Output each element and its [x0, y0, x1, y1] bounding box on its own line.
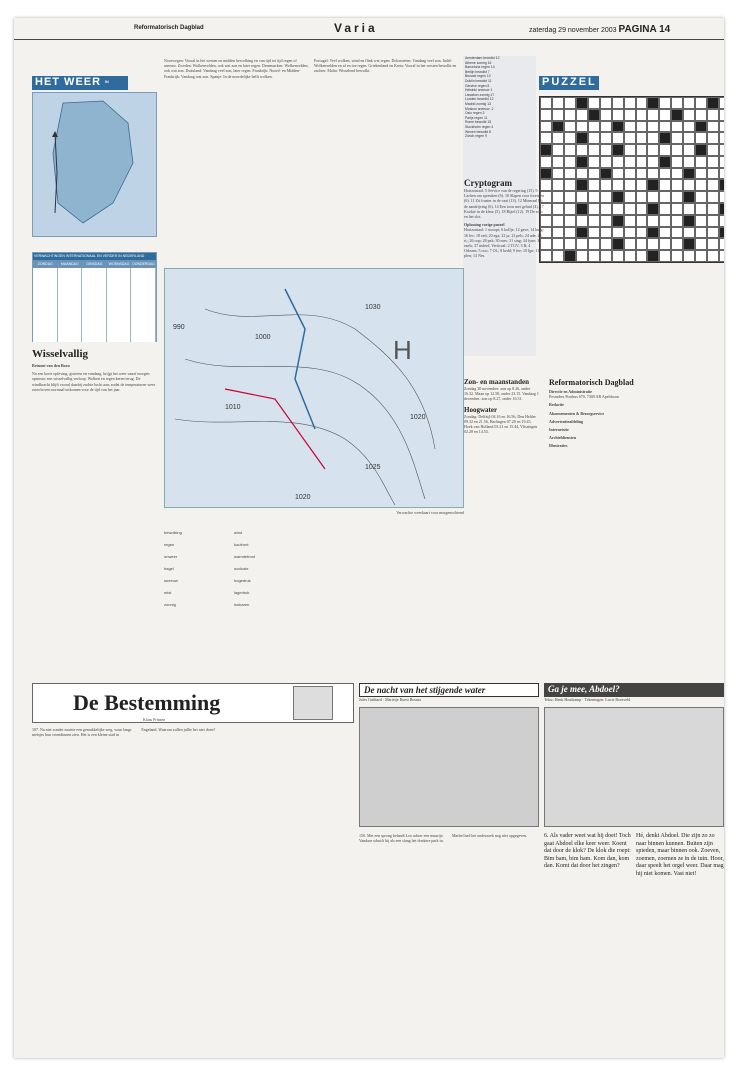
grid-cell[interactable]	[683, 215, 695, 227]
grid-cell[interactable]	[683, 227, 695, 239]
grid-cell[interactable]	[612, 215, 624, 227]
grid-cell[interactable]	[636, 121, 648, 133]
day-label: WOENSDAG	[108, 262, 130, 266]
grid-cell[interactable]	[552, 144, 564, 156]
grid-cell[interactable]	[707, 97, 719, 109]
grid-cell[interactable]	[564, 109, 576, 121]
grid-cell[interactable]	[636, 179, 648, 191]
svg-text:H: H	[393, 335, 412, 365]
grid-cell[interactable]	[612, 238, 624, 250]
grid-cell[interactable]	[564, 227, 576, 239]
weather-article	[32, 348, 157, 648]
date-page: zaterdag 29 november 2003 PAGINA 14	[529, 24, 671, 35]
grid-cell[interactable]	[552, 238, 564, 250]
grid-cell[interactable]	[659, 238, 671, 250]
grid-cell[interactable]	[695, 203, 707, 215]
grid-cell[interactable]	[647, 156, 659, 168]
poem-left: 6. Als vader weet wat hij doet! Toch gaat Abdoel elke keer weer. Koent dat door de klok? De klok die roept: Bim bam, bim bam. Kom dan, kom dan. Komt dat door het zingen?	[544, 833, 631, 869]
grid-cell[interactable]	[683, 191, 695, 203]
grid-cell[interactable]	[624, 97, 636, 109]
crossword-grid[interactable]	[539, 96, 724, 263]
grid-cell[interactable]	[564, 250, 576, 262]
grid-cell[interactable]	[671, 121, 683, 133]
grid-cell[interactable]	[576, 97, 588, 109]
grid-cell[interactable]	[576, 191, 588, 203]
grid-cell[interactable]	[671, 109, 683, 121]
grid-cell[interactable]	[695, 109, 707, 121]
pressure-label: 1025	[365, 464, 381, 471]
grid-cell[interactable]	[659, 203, 671, 215]
grid-cell[interactable]	[624, 144, 636, 156]
grid-cell[interactable]	[612, 97, 624, 109]
grid-cell[interactable]	[564, 179, 576, 191]
grid-cell[interactable]	[588, 156, 600, 168]
grid-cell[interactable]	[647, 215, 659, 227]
grid-cell[interactable]	[588, 238, 600, 250]
grid-cell[interactable]	[719, 227, 724, 239]
grid-cell[interactable]	[647, 227, 659, 239]
grid-cell[interactable]	[683, 179, 695, 191]
grid-cell[interactable]	[576, 250, 588, 262]
grid-cell[interactable]	[564, 238, 576, 250]
grid-cell[interactable]	[600, 215, 612, 227]
grid-cell[interactable]	[600, 179, 612, 191]
grid-cell[interactable]	[600, 227, 612, 239]
grid-cell[interactable]	[576, 215, 588, 227]
grid-cell[interactable]	[695, 215, 707, 227]
grid-cell[interactable]	[552, 227, 564, 239]
grid-cell[interactable]	[588, 179, 600, 191]
grid-cell[interactable]	[564, 191, 576, 203]
grid-cell[interactable]	[719, 156, 724, 168]
grid-cell[interactable]	[671, 191, 683, 203]
grid-cell[interactable]	[612, 132, 624, 144]
day-label: DINSDAG	[86, 262, 103, 266]
grid-cell[interactable]	[671, 132, 683, 144]
temperature-table: Amsterdam bewolkt 12 Athene zonnig 16 Barcelona regen 14 Berlijn bewolkt 7 Brussel regen 10 Dublin bewolkt 11 Genève regen 8 Helsinki sneeuw 1 Lissabon zonnig 17 Londen bewolkt 12 Madrid zonnig 13 Moskou sneeuw -2 Oslo regen 3 Parijs regen 11 Rome bewolkt 15 Stockholm regen 4 Wenen bewolkt 8 Zürich regen 9	[463, 56, 536, 356]
grid-cell[interactable]	[576, 227, 588, 239]
grid-cell[interactable]	[600, 203, 612, 215]
grid-cell[interactable]	[695, 238, 707, 250]
grid-cell[interactable]	[552, 121, 564, 133]
grid-cell[interactable]	[707, 121, 719, 133]
grid-cell[interactable]	[540, 97, 552, 109]
grid-cell[interactable]	[552, 97, 564, 109]
grid-cell[interactable]	[624, 191, 636, 203]
grid-cell[interactable]	[719, 109, 724, 121]
grid-cell[interactable]	[552, 132, 564, 144]
grid-cell[interactable]	[588, 250, 600, 262]
panel-title: VERWACHTINGEN INTERNATIONAAL EN VERDER IN NEDERLAND	[33, 253, 156, 260]
grid-cell[interactable]	[719, 168, 724, 180]
grid-cell[interactable]	[671, 97, 683, 109]
grid-cell[interactable]	[600, 191, 612, 203]
grid-cell[interactable]	[600, 144, 612, 156]
grid-cell[interactable]	[636, 97, 648, 109]
poem-right: Hé, denkt Abdoel. Die zijn zo zo naar binnen kunnen. Buiten zijn spieden, maar binnen ook. Zoeven, zoemen, zoemen ze in de tuin. Hoor, daar speelt het orgel weer. Daar mag hij niet komen. Vast niet!	[636, 833, 724, 877]
europe-weather-text-2: Portugal: Veel wolken, wind en flink wat regen. Dolomieten: Vandaag veel zon. Italië: Wolkenvelden en af en toe regen. Griekenland en Kreta: Vooral in het westen bewolkt en zachter. Malta: Wisselend bewolkt.	[314, 58, 457, 74]
colophon: Reformatorisch Dagblad Directie en Administratie Postadres Postbus 670, 7300 AR Apeldoorn Redactie Abonnementen & Bezorgservice Advertentieafdeling Internetsite Archiefdiensten Illustraties	[549, 378, 634, 449]
grid-cell[interactable]	[540, 109, 552, 121]
grid-cell[interactable]	[695, 132, 707, 144]
grid-cell[interactable]	[588, 132, 600, 144]
grid-cell[interactable]	[659, 156, 671, 168]
grid-cell[interactable]	[647, 109, 659, 121]
grid-cell[interactable]	[719, 250, 724, 262]
grid-cell[interactable]	[612, 168, 624, 180]
grid-cell[interactable]	[552, 156, 564, 168]
grid-cell[interactable]	[719, 203, 724, 215]
grid-cell[interactable]	[588, 109, 600, 121]
grid-cell[interactable]	[576, 168, 588, 180]
grid-cell[interactable]	[647, 203, 659, 215]
grid-cell[interactable]	[659, 191, 671, 203]
grid-cell[interactable]	[707, 179, 719, 191]
grid-cell[interactable]	[576, 179, 588, 191]
grid-cell[interactable]	[695, 191, 707, 203]
article-title: Wisselvallig	[32, 348, 89, 360]
grid-cell[interactable]	[659, 132, 671, 144]
pressure-label: 990	[173, 324, 185, 331]
grid-cell[interactable]	[624, 156, 636, 168]
sun-moon: Zon- en maanstanden Zondag 30 november: zon op 8.26, onder 16.32. Maan op 12.58, onder 23.15. Vandaag 1 december: zon op 8.27, onder 16.31. Hoogwater Zondag: Delfzijl 04.16 en 16.56, Den Helder 09.32 en 21.56, Harlingen 07.20 en 19.45, Hoek van Holland 03.21 en 15.44, Vlissingen 02.28 en 14.53.	[464, 378, 539, 435]
grid-cell[interactable]	[647, 168, 659, 180]
grid-cell[interactable]	[624, 132, 636, 144]
grid-cell[interactable]	[683, 109, 695, 121]
grid-cell[interactable]	[552, 168, 564, 180]
grid-cell[interactable]	[624, 109, 636, 121]
grid-cell[interactable]	[707, 250, 719, 262]
grid-cell[interactable]	[659, 168, 671, 180]
grid-cell[interactable]	[683, 121, 695, 133]
grid-cell[interactable]	[636, 250, 648, 262]
map-caption: Verwachte weerkaart voor morgenochtend	[396, 510, 464, 515]
grid-cell[interactable]	[659, 121, 671, 133]
grid-cell[interactable]	[647, 132, 659, 144]
section-title: Varia	[334, 21, 378, 35]
grid-cell[interactable]	[636, 203, 648, 215]
grid-cell[interactable]	[647, 144, 659, 156]
grid-cell[interactable]	[636, 215, 648, 227]
europe-weather-text: Noorwegen: Vooral in het westen en midden bewolking en van tijd tot tijd regen of sneeuw. Zweden: Wolkenvelden, ook wat zon en later regen. Denemarken: Wolkenvelden, ook wat zon. Duitsland: Vandaag veel zon, later regen. Frankrijk: Noord- en Midden-Frankrijk: Vandaag wat zon. Spanje: In de noordelijke helft wolken.	[164, 58, 309, 79]
grid-cell[interactable]	[707, 132, 719, 144]
grid-cell[interactable]	[540, 156, 552, 168]
grid-cell[interactable]	[600, 132, 612, 144]
grid-cell[interactable]	[695, 156, 707, 168]
grid-cell[interactable]	[624, 179, 636, 191]
grid-cell[interactable]	[612, 144, 624, 156]
grid-cell[interactable]	[612, 191, 624, 203]
grid-cell[interactable]	[624, 227, 636, 239]
grid-cell[interactable]	[659, 179, 671, 191]
grid-cell[interactable]	[636, 144, 648, 156]
grid-cell[interactable]	[552, 215, 564, 227]
grid-cell[interactable]	[588, 168, 600, 180]
grid-cell[interactable]	[671, 168, 683, 180]
grid-cell[interactable]	[719, 215, 724, 227]
grid-cell[interactable]	[636, 132, 648, 144]
grid-cell[interactable]	[624, 168, 636, 180]
grid-cell[interactable]	[576, 109, 588, 121]
netherlands-map	[32, 92, 157, 237]
grid-cell[interactable]	[600, 168, 612, 180]
cryptogram: Cryptogram Horizontaal: 5 Service van de regering (15). 9 Lachen om spreuken (6). 10 Slapen voor forensen (6). 11 Zit fraaier in de vaat (13). 12 Mineraal bij de aandrijving (6). 14 Een toon met geluid (4). 17 Kookte in de kleur (5). 18 Bijtel (12). 19 De som en het slot. Oplossing vorige puzzel Horizontaal: 1 stroopt; 6 kolfje; 12 gave; 14 burg; 16 lev; 18 zed; 20 ega; 22 ja; 23 pels; 24 ade; 25 ri,; 26 oop; 28 pek; 30 mes; 31 sing; 34 fyne; 36 ezels; 37 inderd. Verticaal: 2 TGV; 3 R; 4 Orleans; 5 ooo; 7 OL; 8 kedd; 9 fee; 10 ljpr; 11 plen; 13 Nes.	[464, 178, 544, 259]
grid-cell[interactable]	[683, 97, 695, 109]
grid-cell[interactable]	[600, 109, 612, 121]
grid-cell[interactable]	[552, 191, 564, 203]
grid-cell[interactable]	[612, 227, 624, 239]
grid-cell[interactable]	[647, 179, 659, 191]
grid-cell[interactable]	[636, 109, 648, 121]
grid-cell[interactable]	[612, 250, 624, 262]
grid-cell[interactable]	[707, 238, 719, 250]
grid-cell[interactable]	[683, 168, 695, 180]
masthead: Reformatorisch Dagblad	[134, 25, 204, 31]
article-author: Reinout van den Born	[32, 363, 70, 368]
grid-cell[interactable]	[612, 179, 624, 191]
grid-cell[interactable]	[600, 238, 612, 250]
grid-cell[interactable]	[612, 121, 624, 133]
grid-cell[interactable]	[612, 203, 624, 215]
grid-cell[interactable]	[683, 250, 695, 262]
grid-cell[interactable]	[564, 156, 576, 168]
grid-cell[interactable]	[636, 191, 648, 203]
grid-cell[interactable]	[576, 144, 588, 156]
grid-cell[interactable]	[588, 97, 600, 109]
grid-cell[interactable]	[552, 109, 564, 121]
grid-cell[interactable]	[588, 203, 600, 215]
grid-cell[interactable]	[600, 156, 612, 168]
map-legend: bewolking wind regen koufront onweer warmtefront hagel occlusie sneeuw hogedruk mist lagedruk zonnig isobaren	[164, 529, 256, 607]
grid-cell[interactable]	[719, 97, 724, 109]
grid-cell[interactable]	[695, 250, 707, 262]
day-label: DONDERDAG	[132, 262, 156, 266]
grid-cell[interactable]	[707, 203, 719, 215]
grid-cell[interactable]	[600, 250, 612, 262]
grid-cell[interactable]	[707, 156, 719, 168]
grid-cell[interactable]	[719, 144, 724, 156]
grid-cell[interactable]	[695, 144, 707, 156]
puzzle-banner: PUZZEL	[539, 76, 599, 90]
pressure-label: 1000	[255, 334, 271, 341]
grid-cell[interactable]	[612, 109, 624, 121]
grid-cell[interactable]	[659, 227, 671, 239]
grid-cell[interactable]	[647, 121, 659, 133]
grid-cell[interactable]	[683, 144, 695, 156]
grid-cell[interactable]	[552, 250, 564, 262]
grid-cell[interactable]	[659, 109, 671, 121]
grid-cell[interactable]	[719, 121, 724, 133]
grid-cell[interactable]	[707, 215, 719, 227]
grid-cell[interactable]	[695, 121, 707, 133]
grid-cell[interactable]	[719, 132, 724, 144]
europe-weather-map	[164, 268, 464, 508]
grid-cell[interactable]	[540, 121, 552, 133]
grid-cell[interactable]	[659, 97, 671, 109]
grid-cell[interactable]	[564, 144, 576, 156]
grid-cell[interactable]	[624, 215, 636, 227]
grid-cell[interactable]	[552, 203, 564, 215]
grid-cell[interactable]	[576, 238, 588, 250]
grid-cell[interactable]	[564, 97, 576, 109]
grid-cell[interactable]	[695, 97, 707, 109]
grid-cell[interactable]	[659, 144, 671, 156]
grid-cell[interactable]	[695, 168, 707, 180]
grid-cell[interactable]	[647, 250, 659, 262]
grid-cell[interactable]	[636, 227, 648, 239]
grid-cell[interactable]	[540, 132, 552, 144]
grid-cell[interactable]	[624, 238, 636, 250]
grid-cell[interactable]	[707, 191, 719, 203]
grid-cell[interactable]	[576, 203, 588, 215]
grid-cell[interactable]	[540, 144, 552, 156]
grid-cell[interactable]	[600, 121, 612, 133]
grid-cell[interactable]	[671, 179, 683, 191]
grid-cell[interactable]	[683, 203, 695, 215]
grid-cell[interactable]	[683, 238, 695, 250]
grid-cell[interactable]	[612, 156, 624, 168]
grid-cell[interactable]	[588, 191, 600, 203]
grid-cell[interactable]	[719, 179, 724, 191]
pressure-label: 1010	[225, 404, 241, 411]
grid-cell[interactable]	[588, 144, 600, 156]
article-body: Na een korte opleving, gisteren en vandaag, krijgt het weer vanaf morgen opnieuw een wisselvallig verloop. Wolken en regen keren terug. De windkracht blijft vooral daarbij zachte lucht aan, zodat de temperaturen weer ruim boven normaal uitkomen voor de tijd van het jaar.	[32, 371, 156, 392]
grid-cell[interactable]	[588, 121, 600, 133]
grid-cell[interactable]	[671, 250, 683, 262]
page-header	[14, 18, 724, 40]
grid-cell[interactable]	[707, 109, 719, 121]
grid-cell[interactable]	[647, 238, 659, 250]
grid-cell[interactable]	[552, 179, 564, 191]
grid-cell[interactable]	[707, 227, 719, 239]
grid-cell[interactable]	[683, 156, 695, 168]
grid-cell[interactable]	[683, 132, 695, 144]
grid-cell[interactable]	[564, 203, 576, 215]
grid-cell[interactable]	[659, 250, 671, 262]
grid-cell[interactable]	[636, 238, 648, 250]
grid-cell[interactable]	[636, 168, 648, 180]
comic-bestemming: De Bestemming Klaas Prinsen 107. Na niet zonder moeite een gemakkelijke weg, waar langs meisjes hun vriendinnen zien. Het is een kleine stad in Engeland. Waarom zullen jullie het niet doen?	[32, 683, 354, 1043]
grid-cell[interactable]	[624, 203, 636, 215]
grid-cell[interactable]	[624, 250, 636, 262]
pressure-label: 1020	[410, 414, 426, 421]
comic-stijgende-water: De nacht van het stijgende water Jules Gabbard · Marietje Ruest Bosma 150. Met een sprong belandt Leo achter een muurtje. Vandaar schuift hij als een slang het donkere park in. Marbel had het onderzoek nog niet opgegeven.	[359, 683, 539, 1043]
grid-cell[interactable]	[588, 227, 600, 239]
grid-cell[interactable]	[647, 97, 659, 109]
grid-cell[interactable]	[707, 168, 719, 180]
weather-banner: HET WEER IN	[32, 76, 128, 90]
grid-cell[interactable]	[564, 121, 576, 133]
day-label: MAANDAG	[61, 262, 79, 266]
grid-cell[interactable]	[671, 227, 683, 239]
grid-cell[interactable]	[707, 144, 719, 156]
grid-cell[interactable]	[659, 215, 671, 227]
newspaper-page	[14, 18, 724, 1058]
grid-cell[interactable]	[576, 156, 588, 168]
grid-cell[interactable]	[719, 238, 724, 250]
grid-cell[interactable]	[695, 179, 707, 191]
grid-cell[interactable]	[695, 227, 707, 239]
day-label: ZONDAG	[37, 262, 53, 266]
grid-cell[interactable]	[588, 215, 600, 227]
grid-cell[interactable]	[564, 168, 576, 180]
comic-abdoel: Ga je mee, Abdoel? Tekst: Henk Houtkamp · Tekeningen: Lucie Boesveld 6. Als vader weet wat hij doet! Toch gaat Abdoel elke keer weer. Koent dat door de klok? De klok die roept: Bim bam, bim bam. Kom dan, kom dan. Komt dat door het zingen? Hé, denkt Abdoel. Die zijn zo zo naar binnen kunnen. Buiten zijn spieden, maar binnen ook. Zoeven, zoemen, zoemen ze in de tuin. Hoor, daar speelt het orgel weer. Daar mag hij niet komen. Vast niet!	[544, 684, 724, 877]
grid-cell[interactable]	[576, 121, 588, 133]
grid-cell[interactable]	[647, 191, 659, 203]
grid-cell[interactable]	[671, 203, 683, 215]
grid-cell[interactable]	[671, 156, 683, 168]
grid-cell[interactable]	[564, 215, 576, 227]
grid-cell[interactable]	[719, 191, 724, 203]
forecast-panel	[32, 252, 157, 342]
grid-cell[interactable]	[636, 156, 648, 168]
grid-cell[interactable]	[576, 132, 588, 144]
grid-cell[interactable]	[671, 215, 683, 227]
grid-cell[interactable]	[624, 121, 636, 133]
grid-cell[interactable]	[600, 97, 612, 109]
grid-cell[interactable]	[671, 238, 683, 250]
grid-cell[interactable]	[671, 144, 683, 156]
grid-cell[interactable]	[564, 132, 576, 144]
pressure-label: 1030	[365, 304, 381, 311]
pressure-label: 1020	[295, 494, 311, 501]
